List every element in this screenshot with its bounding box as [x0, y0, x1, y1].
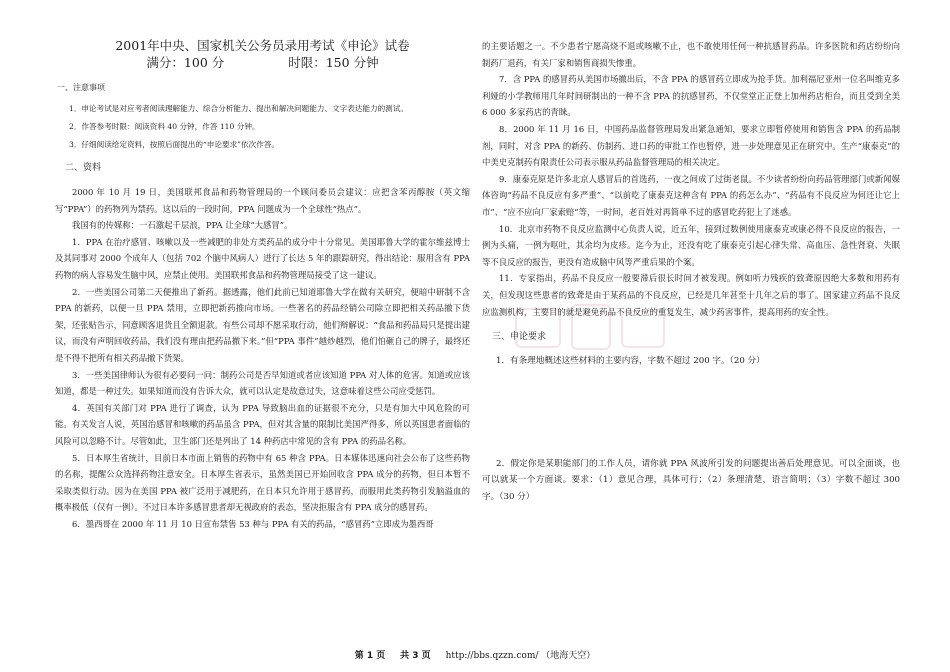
- requirements-heading: 三、申论要求: [492, 332, 547, 343]
- material-paragraph: 4．英国有关部门对 PPA 进行了调查，认为 PPA 导致脑出血的证据很不充分，只是有加大中风危险的可能。有关发言人说，英国治感冒和咳嗽的药品虽含 PPA，但对其含量的限制比美国严得多，所以英国患者面临的风险可以忽略不计。尽管如此，卫生部门还是列出了 14 种药店中常见的含有 PPA 的药品名称。: [55, 402, 470, 446]
- time-label: 时限：150 分钟: [288, 55, 379, 70]
- material-paragraph: 2000 年 10 月 19 日，美国联邦食品和药物管理局的一个顾问委员会建议：应把含苯丙醇胺（英文缩写“PPA”）的药物列为禁药。这以后的一段时间，PPA 问题成为一个全球性“热点”。: [55, 187, 470, 214]
- material-paragraph: 1．PPA 在治疗感冒、咳嗽以及一些减肥的非处方类药品的成分中十分常见。美国耶鲁大学的霍尔维兹博士及其同事对 2000 个成年人（包括 702 个脑中风病人）进行了长达 5 年的跟踪研究，得出结论：服用含有 PPA 药物的病人容易发生脑中风，应禁止使用。美国联邦食品和药物管理局接受了这一建议。: [55, 236, 470, 280]
- material-paragraph: 9．康泰克原是许多北京人感冒后的首选药，一夜之间成了过街老鼠。不少读者纷纷向药品管理部门或新闻媒体咨询“药品不良反应有多严重”、“以前吃了康泰克这种含有 PPA 的药怎么办”、“药品有不良反应为何还让它上市”、“应不应向厂家索赔”等，一时间，老百姓对再简单不过的感冒吃药犯上了迷惑。: [482, 173, 900, 217]
- material-paragraph: 10．北京市药物不良反应监测中心负责人说，近五年，接到过数例使用康泰克或康必得不良反应的报告，一例为头痛，一例为呕吐，其余均为皮疹。迄今为止，还没有吃了康泰克引起心律失常、高血压、急性肾衰、失眠等不良反应的报告，更没有造成脑中风等严重后果的个案。: [482, 223, 900, 267]
- requirement-item: 2．假定你是某职能部门的工作人员，请你就 PPA 风波所引发的问题提出善后处理意见。可以全面谈，也可以就某一个方面谈。要求：（1）意见合理，具体可行；（2）条理清楚，语言简明；（3）字数不超过 300 字。（30 分）: [482, 458, 900, 502]
- left-column: [55, 38, 470, 532]
- material-paragraph: 3．一些美国律师认为很有必要问一问：制药公司是否早知道或者应该知道 PPA 对人体的危害。知道或应该知道，都是一种过失。如果知道而没有告诉大众，就可以认定是故意过失，这意味着这些公司应受惩罚。: [55, 369, 470, 397]
- exam-meta: [55, 54, 470, 71]
- page-number: 第 1 页: [354, 651, 386, 661]
- material-paragraph: 7．含 PPA 的感冒药从美国市场撤出后，不含 PPA 的感冒药立即成为抢手货。加利福尼亚州一位名叫维克多利娅的小学教师用几年时间研制出的一种不含 PPA 的抗感冒药，不仅堂堂正正登上加州药店柜台，而且受到全美 6 000 多家药店的青睐。: [482, 74, 900, 118]
- materials-heading: 二、资料: [65, 163, 102, 173]
- material-paragraph: 2．一些美国公司第二天便推出了新药。据透露，他们此前已知道耶鲁大学在做有关研究，便暗中研制不含 PPA 的新药，以便一旦 PPA 禁用，立即把新药推向市场。一些著名的药品经销公司除立即把相关药品撤下货架，还张贴告示，同意顾客退货且全额退款。有些公司却不愿采取行动，他们辩解说：“食品和药品局只是提出建议，而没有声明回收药品，我们没有理由把药品撤下来。”但“PPA 事件”越炒越烈，他们怕砸自己的牌子，最终还是不得不把所有相关药品撤下货架。: [55, 286, 470, 363]
- score-label: 满分：100 分: [146, 55, 225, 70]
- right-column: [482, 38, 900, 505]
- material-paragraph: 8．2000 年 11 月 16 日，中国药品监督管理局发出紧急通知，要求立即暂停使用和销售含 PPA 的药品制剂，同时，对含 PPA 的新药、仿制药、进口药的审批工作也暂停，进一步处理意见正在研究中。生产“康泰克”的中美史克制药有限责任公司表示服从药品监督管理局的相关决定。: [482, 123, 900, 168]
- requirement-item: 1．有条理地概述这些材料的主要内容，字数不超过 200 字。（20 分）: [496, 356, 765, 367]
- note-item: 1．申论考试是对应考者阅读理解能力、综合分析能力、提出和解决问题能力、文字表达能力的测试。: [69, 104, 408, 113]
- note-item: 2．作答参考时限：阅读资料 40 分钟，作答 110 分钟。: [69, 122, 260, 131]
- footer-url[interactable]: http://bbs.qzzn.com/ （地海天空）: [445, 651, 596, 661]
- answer-space: [482, 370, 900, 456]
- material-paragraph: 我国有的传媒称：一石激起千层浪，PPA 让全球“大感冒”。: [72, 220, 293, 231]
- exam-title: 2001年中央、国家机关公务员录用考试《申论》试卷: [115, 38, 410, 53]
- notes-heading: 一、注意事项: [57, 83, 105, 92]
- material-paragraph: 11．专家指出，药品不良反应一般要滞后很长时间才被发现。例如听力残疾的致聋原因绝大多数和用药有关，但发现这些患者的致聋是由于某药品的不良反应，已经是几年甚至十几年之后的事了。国家建立药品不良反应监测机构，主要目的就是避免药品不良反应的重复发生，减少药害事件，提高用药的安全性。: [482, 273, 900, 317]
- page-footer: [0, 648, 950, 661]
- note-item: 3．仔细阅读给定资料，按照后面提出的“申论要求”依次作答。: [69, 140, 280, 149]
- material-paragraph: 5．日本厚生省统计，目前日本市面上销售的药物中有 65 种含 PPA。日本媒体迅速向社会公布了这些药物的名称，提醒公众选择药物注意安全。日本厚生省表示，虽然美国已开始回收含 PPA 成分的药物，但日本暂不采取类似行动。因为在美国 PPA 被广泛用于减肥药，在日本只允许用于感冒药，而服用此类药物引发脑溢血的概率极低（仅有一例）。不过日本许多感冒患者却无视政府的表态，坚决拒服含有 PPA 成分的感冒药。: [55, 452, 470, 513]
- material-paragraph: 6．墨西哥在 2000 年 11 月 10 日宣布禁售 53 种与 PPA 有关的药品，“感冒药”立即成为墨西哥: [72, 518, 434, 529]
- page-total: 共 3 页: [400, 651, 431, 661]
- material-paragraph: 的主要话题之一。不少患者宁愿高烧不退或咳嗽不止，也不敢使用任何一种抗感冒药品。许多医院和药店纷纷向制药厂退药，有关厂家和销售商损失惨重。: [482, 41, 900, 68]
